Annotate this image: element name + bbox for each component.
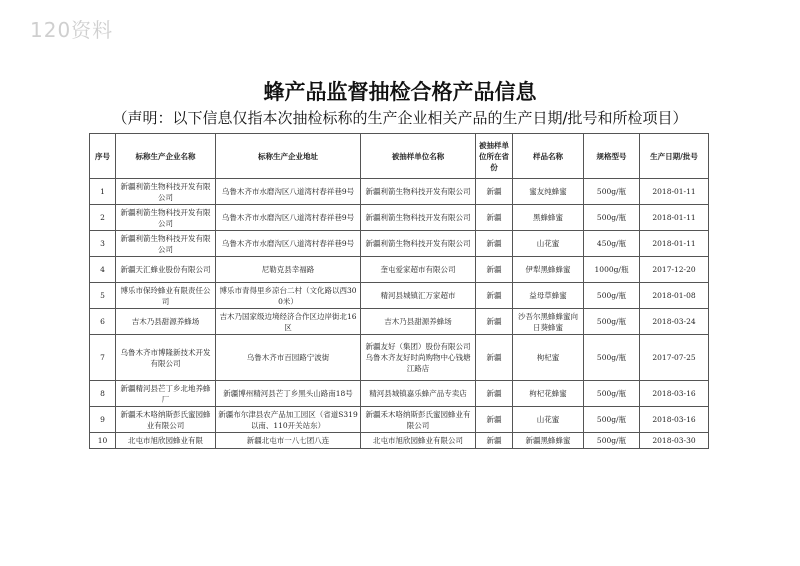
cell-spec: 500g/瓶	[584, 335, 640, 381]
cell-index: 10	[90, 433, 116, 449]
cell-sample-name: 蜜友纯蜂蜜	[513, 179, 584, 205]
cell-spec: 500g/瓶	[584, 283, 640, 309]
table-header-row	[90, 134, 709, 179]
cell-sampled-unit: 新疆友好（集团）股份有限公司乌鲁木齐友好时尚购物中心钱塘江路店	[361, 335, 476, 381]
cell-sampled-unit: 精河县城镇嘉乐蜂产品专卖店	[361, 381, 476, 407]
col-header-sampled-unit: 被抽样单位名称	[361, 134, 476, 179]
col-header-address: 标称生产企业地址	[216, 134, 361, 179]
cell-company: 新疆利箭生物科技开发有限公司	[116, 205, 216, 231]
cell-index: 6	[90, 309, 116, 335]
col-header-sample-name: 样品名称	[513, 134, 584, 179]
cell-sampled-unit: 新疆禾木咯纳斯彭氏蜜园蜂业有限公司	[361, 407, 476, 433]
cell-company: 吉木乃县甜源养蜂场	[116, 309, 216, 335]
cell-province: 新疆	[476, 335, 513, 381]
document-title: 蜂产品监督抽检合格产品信息	[263, 80, 537, 104]
cell-spec: 500g/瓶	[584, 309, 640, 335]
cell-province: 新疆	[476, 231, 513, 257]
cell-date: 2018-03-16	[640, 381, 709, 407]
cell-sample-name: 沙吾尔黑蜂蜂蜜向日葵蜂蜜	[513, 309, 584, 335]
cell-sample-name: 新疆黑蜂蜂蜜	[513, 433, 584, 449]
cell-company: 北屯市旭欣园蜂业有限	[116, 433, 216, 449]
cell-address: 新疆博州精河县芒丁乡黑头山路南18号	[216, 381, 361, 407]
cell-sampled-unit: 北屯市旭欣园蜂业有限公司	[361, 433, 476, 449]
cell-company: 新疆利箭生物科技开发有限公司	[116, 231, 216, 257]
cell-spec: 500g/瓶	[584, 179, 640, 205]
cell-address: 乌鲁木齐市水磨沟区八道湾村春祥巷9号	[216, 231, 361, 257]
cell-address: 博乐市青得里乡凉台二村（文化路以西300米）	[216, 283, 361, 309]
cell-sample-name: 山花蜜	[513, 407, 584, 433]
cell-province: 新疆	[476, 381, 513, 407]
table-row	[90, 205, 709, 231]
cell-date: 2018-03-24	[640, 309, 709, 335]
cell-province: 新疆	[476, 433, 513, 449]
cell-date: 2018-03-16	[640, 407, 709, 433]
cell-company: 新疆天汇蜂业股份有限公司	[116, 257, 216, 283]
cell-province: 新疆	[476, 283, 513, 309]
table-row	[90, 231, 709, 257]
cell-sample-name: 伊犁黑蜂蜂蜜	[513, 257, 584, 283]
cell-sampled-unit: 新疆利箭生物科技开发有限公司	[361, 205, 476, 231]
cell-index: 1	[90, 179, 116, 205]
cell-date: 2018-01-11	[640, 231, 709, 257]
cell-spec: 450g/瓶	[584, 231, 640, 257]
cell-spec: 1000g/瓶	[584, 257, 640, 283]
cell-sample-name: 黑蜂蜂蜜	[513, 205, 584, 231]
results-table	[89, 133, 709, 449]
cell-company: 博乐市保玲蜂业有限责任公司	[116, 283, 216, 309]
cell-sampled-unit: 奎屯爱家超市有限公司	[361, 257, 476, 283]
cell-date: 2018-03-30	[640, 433, 709, 449]
cell-index: 8	[90, 381, 116, 407]
cell-index: 3	[90, 231, 116, 257]
cell-sample-name: 枸杞蜜	[513, 335, 584, 381]
cell-sampled-unit: 新疆利箭生物科技开发有限公司	[361, 231, 476, 257]
table-row	[90, 433, 709, 449]
cell-spec: 500g/瓶	[584, 381, 640, 407]
cell-spec: 500g/瓶	[584, 433, 640, 449]
cell-company: 新疆利箭生物科技开发有限公司	[116, 179, 216, 205]
col-header-spec: 规格型号	[584, 134, 640, 179]
cell-sampled-unit: 精河县城镇汇万家超市	[361, 283, 476, 309]
cell-index: 7	[90, 335, 116, 381]
cell-province: 新疆	[476, 257, 513, 283]
cell-company: 新疆禾木咯纳斯彭氏蜜园蜂业有限公司	[116, 407, 216, 433]
table-row	[90, 257, 709, 283]
watermark: 120资料	[30, 18, 114, 42]
table-row	[90, 179, 709, 205]
cell-province: 新疆	[476, 179, 513, 205]
cell-spec: 500g/瓶	[584, 407, 640, 433]
cell-sample-name: 山花蜜	[513, 231, 584, 257]
col-header-date: 生产日期/批号	[640, 134, 709, 179]
cell-address: 新疆布尔津县农产品加工园区（省道S319以南、110开关站东）	[216, 407, 361, 433]
col-header-province: 被抽样单位所在省份	[476, 134, 513, 179]
table-row	[90, 381, 709, 407]
cell-index: 4	[90, 257, 116, 283]
cell-company: 新疆精河县芒丁乡北地养蜂厂	[116, 381, 216, 407]
table-row	[90, 407, 709, 433]
cell-date: 2018-01-11	[640, 179, 709, 205]
cell-index: 9	[90, 407, 116, 433]
cell-address: 乌鲁木齐市百园路宁波街	[216, 335, 361, 381]
table-row	[90, 335, 709, 381]
cell-address: 乌鲁木齐市水磨沟区八道湾村春祥巷9号	[216, 179, 361, 205]
cell-province: 新疆	[476, 205, 513, 231]
cell-address: 吉木乃国家级边境经济合作区边岸街北16区	[216, 309, 361, 335]
cell-address: 乌鲁木齐市水磨沟区八道湾村春祥巷9号	[216, 205, 361, 231]
cell-spec: 500g/瓶	[584, 205, 640, 231]
cell-index: 2	[90, 205, 116, 231]
cell-date: 2017-07-25	[640, 335, 709, 381]
cell-sample-name: 枸杞花蜂蜜	[513, 381, 584, 407]
cell-sampled-unit: 新疆利箭生物科技开发有限公司	[361, 179, 476, 205]
cell-date: 2018-01-08	[640, 283, 709, 309]
cell-sample-name: 益母草蜂蜜	[513, 283, 584, 309]
table-row	[90, 309, 709, 335]
cell-date: 2017-12-20	[640, 257, 709, 283]
cell-date: 2018-01-11	[640, 205, 709, 231]
document-subtitle: （声明：以下信息仅指本次抽检标称的生产企业相关产品的生产日期/批号和所检项目）	[112, 109, 688, 127]
cell-sampled-unit: 吉木乃县甜源养蜂场	[361, 309, 476, 335]
cell-province: 新疆	[476, 309, 513, 335]
cell-company: 乌鲁木齐市博隆新技术开发有限公司	[116, 335, 216, 381]
table-row	[90, 283, 709, 309]
cell-index: 5	[90, 283, 116, 309]
col-header-company: 标称生产企业名称	[116, 134, 216, 179]
cell-province: 新疆	[476, 407, 513, 433]
cell-address: 尼勒克县幸福路	[216, 257, 361, 283]
cell-address: 新疆北屯市一八七团八连	[216, 433, 361, 449]
col-header-index: 序号	[90, 134, 116, 179]
